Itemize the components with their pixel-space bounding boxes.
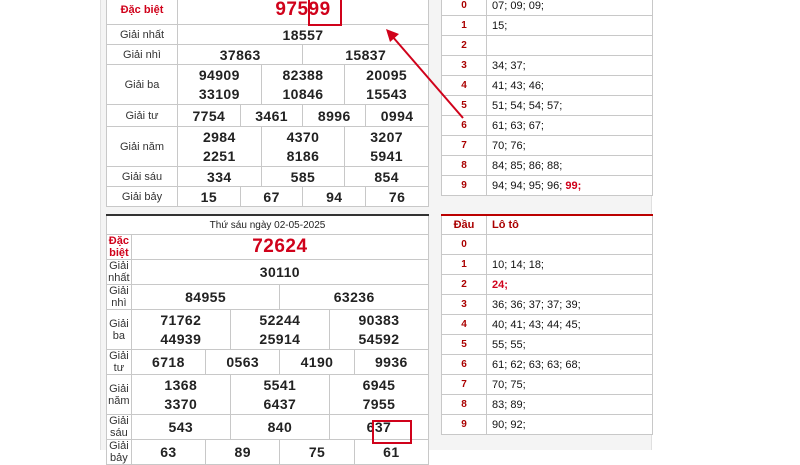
loto-numbers: 41; 43; 46;: [492, 79, 544, 92]
third-prize-value: 52244: [259, 311, 301, 328]
third-prize-value: 44939: [160, 330, 202, 347]
fifth-prize-value: 6437: [263, 395, 297, 412]
third-prize-label: Giải ba: [107, 65, 178, 105]
fifth-prize-value: 5941: [370, 147, 403, 164]
second-prize-value: 15837: [303, 45, 429, 65]
fourth-prize-value: 0994: [366, 105, 429, 127]
loto-highlight: 24;: [492, 278, 508, 291]
loto-numbers: 36; 36; 37; 37; 39;: [492, 298, 581, 311]
loto-numbers: 40; 41; 43; 44; 45;: [492, 318, 581, 331]
third-prize-value: 10846: [282, 85, 324, 102]
sixth-prize-label: Giải sáu: [107, 415, 132, 440]
fourth-prize-value: 4190: [280, 350, 354, 375]
loto-dau: 0: [442, 0, 487, 16]
loto-dau: 2: [442, 275, 487, 295]
loto-numbers: 51; 54; 54; 57;: [492, 99, 563, 112]
loto-dau: 1: [442, 16, 487, 36]
third-prize-value: 54592: [358, 330, 400, 347]
loto-highlight: 99;: [565, 179, 582, 192]
special-prize-value: 72624: [131, 235, 428, 260]
first-prize-label: Giải nhất: [108, 260, 130, 284]
sixth-prize-value: 585: [261, 167, 345, 187]
second-prize-label: Giải nhì: [107, 285, 132, 310]
fourth-prize-value: 7754: [178, 105, 241, 127]
loto-numbers: 34; 37;: [492, 59, 526, 72]
seventh-prize-value: 76: [366, 187, 429, 207]
loto-dau: 7: [442, 375, 487, 395]
sixth-prize-value: 637: [329, 415, 428, 440]
third-prize-value: 25914: [259, 330, 301, 347]
fourth-prize-label: Giải tư: [107, 105, 178, 127]
third-prize-value: 15543: [366, 85, 408, 102]
seventh-prize-label: Giải bảy: [107, 187, 178, 207]
loto-dau: 4: [442, 76, 487, 96]
loto-dau: 0: [442, 235, 487, 255]
loto-numbers: 84; 85; 86; 88;: [492, 159, 563, 172]
loto-numbers: 15;: [492, 19, 508, 32]
fourth-prize-label: Giải tư: [107, 350, 132, 375]
fifth-prize-value: 6945: [362, 376, 396, 393]
fifth-prize-value: 8186: [286, 147, 320, 164]
fourth-prize-value: 6718: [131, 350, 205, 375]
arrow-head: [386, 29, 399, 42]
fifth-prize-value: 7955: [362, 395, 396, 412]
loto-dau: 6: [442, 355, 487, 375]
seventh-prize-label: Giải bảy: [107, 440, 132, 465]
third-prize-value: 94909: [198, 66, 240, 83]
special-prize-label: Đặc biệt: [107, 0, 178, 25]
loto-dau: 3: [442, 56, 487, 76]
fifth-prize-value: 1368: [164, 376, 198, 393]
first-prize-label: Giải nhất: [107, 25, 178, 45]
seventh-prize-value: 61: [354, 440, 428, 465]
fourth-prize-value: 0563: [206, 350, 280, 375]
loto-dau: 9: [442, 415, 487, 435]
loto-dau: 6: [442, 116, 487, 136]
loto-numbers: 55; 55;: [492, 338, 526, 351]
draw-date-header: Thứ sáu ngày 02-05-2025: [107, 215, 429, 235]
fifth-prize-value: 5541: [263, 376, 297, 393]
third-prize-value: 20095: [366, 66, 408, 83]
loto-numbers: 10; 14; 18;: [492, 258, 544, 271]
second-prize-label: Giải nhì: [107, 45, 178, 65]
loto-dau: 7: [442, 136, 487, 156]
fifth-prize-label: Giải năm: [107, 127, 178, 167]
fourth-prize-value: 8996: [303, 105, 366, 127]
second-prize-value: 37863: [178, 45, 303, 65]
second-prize-value: 63236: [280, 285, 429, 310]
loto-dau: 4: [442, 315, 487, 335]
sixth-prize-value: 334: [178, 167, 262, 187]
loto-numbers: 90; 92;: [492, 418, 526, 431]
fifth-prize-value: 4370: [286, 128, 320, 145]
loto-dau: 8: [442, 395, 487, 415]
special-prize-suffix: 599: [297, 0, 331, 20]
sixth-prize-value: 543: [131, 415, 230, 440]
loto-dau: 1: [442, 255, 487, 275]
third-prize-label: Giải ba: [107, 310, 132, 350]
special-prize-prefix: 97: [275, 0, 298, 20]
loto-numbers: 61; 63; 67;: [492, 119, 544, 132]
first-prize-value: 18557: [178, 25, 429, 45]
fourth-prize-value: 3461: [240, 105, 303, 127]
sixth-prize-value: 840: [230, 415, 329, 440]
third-prize-value: 90383: [358, 311, 400, 328]
special-prize-label: Đặc biệt: [107, 235, 132, 260]
fourth-prize-value: 9936: [354, 350, 428, 375]
third-prize-value: 33109: [198, 85, 240, 102]
seventh-prize-value: 89: [206, 440, 280, 465]
loto-numbers: 83; 89;: [492, 398, 526, 411]
loto-numbers: 70; 75;: [492, 378, 526, 391]
fifth-prize-value: 2251: [202, 147, 236, 164]
arrow-line: [392, 36, 463, 118]
third-prize-value: 71762: [160, 311, 202, 328]
loto-numbers: 94; 94; 95; 96;: [492, 179, 563, 192]
second-prize-value: 84955: [131, 285, 280, 310]
loto-dau: 3: [442, 295, 487, 315]
fifth-prize-value: 2984: [202, 128, 236, 145]
loto-numbers: 61; 62; 63; 63; 68;: [492, 358, 581, 371]
seventh-prize-value: 15: [178, 187, 241, 207]
loto-dau: 8: [442, 156, 487, 176]
loto-column-header: Lô tô: [487, 215, 653, 235]
fifth-prize-label: Giải năm: [107, 375, 132, 415]
seventh-prize-value: 94: [303, 187, 366, 207]
seventh-prize-value: 75: [280, 440, 354, 465]
sixth-prize-label: Giải sáu: [107, 167, 178, 187]
loto-dau: 9: [442, 176, 487, 196]
fifth-prize-value: 3207: [370, 128, 403, 145]
loto-numbers: 07; 09; 09;: [492, 0, 544, 12]
loto-numbers: 70; 76;: [492, 139, 526, 152]
first-prize-value: 30110: [131, 260, 428, 285]
dau-column-header: Đầu: [442, 215, 487, 235]
seventh-prize-value: 67: [240, 187, 303, 207]
fifth-prize-value: 3370: [164, 395, 198, 412]
seventh-prize-value: 63: [131, 440, 205, 465]
loto-dau: 5: [442, 335, 487, 355]
third-prize-value: 82388: [282, 66, 324, 83]
loto-dau: 2: [442, 36, 487, 56]
loto-dau: 5: [442, 96, 487, 116]
sixth-prize-value: 854: [345, 167, 429, 187]
